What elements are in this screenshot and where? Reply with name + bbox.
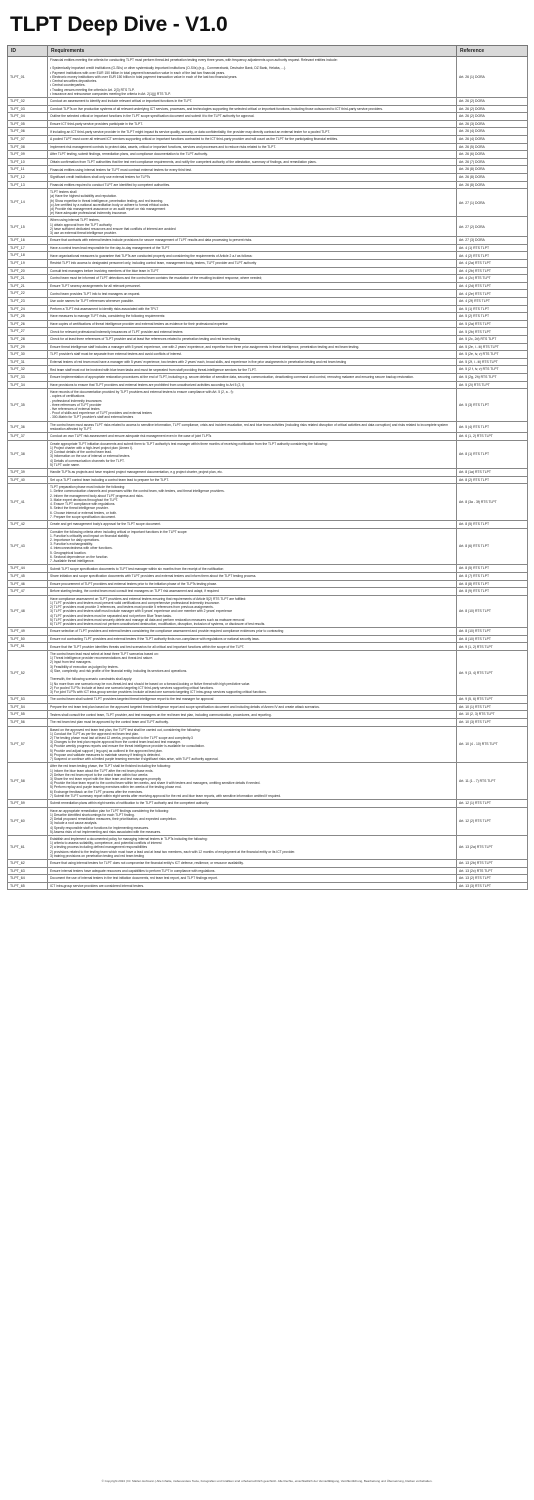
table-row [8,113,528,121]
row-requirement: Outline the selected critical or important functions in the TLPT scope specification document and submit it to the TLPT authority for approval. [48,113,457,121]
row-requirement: Ensure that contracts with external testers include provisions for secure management of TLPT results and data processing to prevent risks. [48,237,457,245]
row-reference: Art. 4 (2f) RTS TLPT [457,298,528,306]
table-row [8,252,528,260]
row-reference: Art. 8 (7) RTS TLPT [457,572,528,580]
row-requirement: The control team must assess TLPT risks related to access to sensitive information, TLPT compliance, crisis and incident escalation, red and blue team activities (including risks related disruption of critical activities and data corruption) and risks related to incomplete system restoration affected by TLPT. [48,421,457,432]
row-reference: Art. 26 (8) DORA [457,166,528,174]
row-id: TLPT_31 [8,358,48,366]
table-row [8,373,528,381]
row-id: TLPT_46 [8,580,48,588]
table-row [8,135,528,143]
table-row [8,260,528,268]
row-reference: Art. 9 (1, 2) RTS TLPT [457,643,528,651]
row-reference: Art. 5 (2 f, iv, v) RTS TLPT [457,366,528,374]
row-id: TLPT_35 [8,389,48,422]
table-row [8,651,528,696]
row-reference: Art. 5 (2e, i - iii) RTS TLPT [457,343,528,351]
row-requirement: TLPT testers shall (a) Have the highest suitability and reputation. (b) Show expertise in threat intelligence, penetration testing, and red teaming. (c) Are certified by a national accreditation body or adhere to formal ethical codes. (d) Provide risk management assurance or an audit report on risk management (e) Have adequate professional indemnity insurance. [48,189,457,217]
row-reference: Art. 26 (4) DORA [457,128,528,136]
row-requirement: Have an appropriate remediation plan for TLPT findings considering the following: 1) Describe identified shortcomings for each TLPT finding. 2) Detail proposed remediation measures, their prioritization, and expected completion. 3) Include a root cause analysis. 4) Specify responsible staff or functions for implementing measures. 5) Assess risks of not implementing and risks associated with the measures. [48,807,457,835]
table-row [8,763,528,800]
row-requirement: Based on the approved red team test plan, the TLPT test shall be carried out, considering the following: 1) Conduct the TLPT as per the approved red team test plan. 2) The testing phase must last at least 12 weeks, proportional to the TLPT scope and complexity.3 3) Changes to the test plan require approval from the control team lead and test manager. 4) Provide weekly progress reports and ensure the threat intelligence provider is available for consultation. 5) Provide and adjust support ( leg-ups) as outlined in the approved test plan. 6) Propose and validate measures to maintain secrecy if testing is detected. 7) Suspend or continue with a limited purple teaming exercise if significant risks arise, with TLPT authority approval. [48,726,457,763]
row-reference: Art. 8 (1a) RTS TLPT [457,469,528,477]
row-requirement: Check for at least three references of TLPT provider and at least five references related to penetration testing and red team testing [48,336,457,344]
table-row [8,572,528,580]
row-requirement: Red team staff must not be involved with blue team tasks and must be seperated from staff providing threat-intelligence services for the TLPT. [48,366,457,374]
row-id: TLPT_39 [8,469,48,477]
row-requirement: When using internal TLPT testers, 1) obtain approval from the TLPT authority 2) have sufficient dedicated resources and ensure that conflicts of interest are avoided 3) use an external threat intelligence provider. [48,217,457,237]
column-header-reference: Reference [457,46,528,57]
row-reference: Art. 4 (1) RTS TLPT [457,244,528,252]
row-reference: Art. 11 (1 - 7) RTS TLPT [457,763,528,800]
row-reference: Art. 5 (4) RTS TLPT [457,421,528,432]
row-id: TLPT_47 [8,588,48,596]
row-reference: Art. 26 (7) DORA [457,158,528,166]
row-requirement: Ensure ICT third-party service providers participate in the TLPT. [48,120,457,128]
row-requirement: Submit remediation plans within eight weeks of notification to the TLPT authority and the competent authority [48,800,457,808]
row-reference: Art. 5 (2i) RTS TLPT [457,381,528,389]
table-row [8,440,528,468]
table-row [8,366,528,374]
row-requirement: Use code names for TLPT references whenever possible. [48,298,457,306]
requirements-table [7,45,528,890]
row-requirement: Ensure selection of TLPT providers and external testers considering the compliance assessment and provide required compliance evidences prior to contracting [48,628,457,636]
table-row [8,643,528,651]
row-reference: Art. 8 (10) RTS TLPT [457,635,528,643]
row-id: TLPT_56 [8,718,48,726]
row-id: TLPT_36 [8,421,48,432]
row-id: TLPT_45 [8,572,48,580]
row-id: TLPT_14 [8,189,48,217]
row-reference: Art. 27 (1) DORA [457,189,528,217]
row-id: TLPT_07 [8,135,48,143]
row-requirement: A pooled TLPT must cover all relevant ICT services supporting critical or important functions contracted to the ICT third-party provider and will count as the TLPT for the participating financial entities. [48,135,457,143]
table-row [8,151,528,159]
row-requirement: If including an ICT third-party service provider in the TLPT might impact its service quality, security, or data confidentiality, the provider may directly contract an external tester for a pooled TLPT. [48,128,457,136]
row-id: TLPT_53 [8,696,48,704]
row-requirement: TLPT provider's staff must be separate from external testers and avoid conflicts of interest. [48,351,457,359]
table-row [8,328,528,336]
row-reference: Art. 10 (2, 3) RTS TLPT [457,711,528,719]
row-requirement: Perform a TLPT risk assessment to identify risks associated with the TPLT [48,305,457,313]
row-id: TLPT_15 [8,217,48,237]
row-reference: Art. 5 (2e, iv, v) RTS TLPT [457,351,528,359]
table-row [8,290,528,298]
row-id: TLPT_30 [8,351,48,359]
row-reference: Art. 5 (3) RTS TLPT [457,389,528,422]
row-requirement: Ensure threat intelligence staff includes a manager with 5 years' experience, one with 2 years' experience, and expertise from three prior assignments in threat intelligence, penetration testing and red team testing. [48,343,457,351]
table-row [8,320,528,328]
row-reference: Art. 8 (10) RTS TLPT [457,628,528,636]
row-requirement: The control team shall submit TLPT providers targeted threat intelligence report to the test manager for approval [48,696,457,704]
row-reference: Art. 26 (2) DORA [457,113,528,121]
table-row [8,800,528,808]
row-id: TLPT_55 [8,711,48,719]
row-reference: Art. 12 (1) RTS TLPT [457,800,528,808]
table-row [8,718,528,726]
table-row [8,565,528,573]
row-requirement: Ensure TLPT secrecy arrangements for all relevant personnel. [48,282,457,290]
row-id: TLPT_03 [8,105,48,113]
row-reference: Art. 26 (4) DORA [457,135,528,143]
row-id: TLPT_25 [8,313,48,321]
table-row [8,275,528,283]
row-id: TLPT_54 [8,703,48,711]
row-reference: Art. 13 (2b) RTS TLPT [457,860,528,868]
row-id: TLPT_63 [8,867,48,875]
row-id: TLPT_01 [8,57,48,98]
copyright-footer: © Copyright 2024 | Dr. Marlen Hofmann | Alle Inhalte, insbesondere Texte, Fotografien und Grafiken sind urheberrechtlich geschützt. Alle Rechte, einschließlich der Vervielfältigung, Veröffentlichung, Bearbeitung und Übersetzung, bleiben vorbehalten. [101,1479,433,1483]
row-id: TLPT_27 [8,328,48,336]
table-row [8,835,528,859]
row-reference: Art. 10 (1) RTS TLPT [457,703,528,711]
table-row [8,282,528,290]
table-row [8,867,528,875]
row-id: TLPT_49 [8,628,48,636]
row-reference: Art. 8 (2) RTS TLPT [457,476,528,484]
row-requirement: Have records of the documentation provided by TLPT providers and external testers to ensure compliance with Art. 5 (2, a - f): - copies of certifications - professional indemnity insurances - three references of TLPT provider - five references of external testes - Proof of skills and experience of TLPT providers and external testers - 300-Matrix for TLPT provider's staff and external testers [48,389,457,422]
row-reference: Art. 4 (2b) RTS TLPT [457,267,528,275]
row-requirement: Financial entities using internal testers for TLPT must contract external testers for every third test. [48,166,457,174]
row-reference: Art. 27 (3) DORA [457,237,528,245]
table-row [8,166,528,174]
row-reference: Art. 8 (1) RTS TLPT [457,440,528,468]
table-row [8,389,528,422]
row-id: TLPT_18 [8,252,48,260]
table-header-row [8,46,528,57]
row-requirement: Check for relevant professional indemnity insurances of TLPT provider and external testers [48,328,457,336]
table-row [8,469,528,477]
row-requirement: Obtain confirmation from TLPT authorities that the test met compliance requirements, and notify the competent authority of the attestation, summary of findings, and remediation plans. [48,158,457,166]
row-id: TLPT_04 [8,113,48,121]
row-id: TLPT_26 [8,320,48,328]
table-row [8,588,528,596]
row-id: TLPT_21 [8,282,48,290]
row-id: TLPT_59 [8,800,48,808]
row-id: TLPT_12 [8,173,48,181]
row-requirement: Testers shall consult the control team, TLPT provider, and test managers on the red team test plan, including communication, procedures, and reporting. [48,711,457,719]
row-requirement: Have measures to manage TLPT risks, considering the following requirements: [48,313,457,321]
table-row [8,128,528,136]
row-id: TLPT_02 [8,97,48,105]
row-requirement: Conduct an own TLPT risk assessment and ensure adequate risk management even in the case of joint TLPTs [48,433,457,441]
row-requirement: Ensure that the TLPT provider identifies threats and test scenarios for all critical and important functions within the scope of the TLPT. [48,643,457,651]
row-requirement: Have a control team lead responsible for the day-to-day management of the TLPT [48,244,457,252]
row-reference: Art. 26 (2) DORA [457,105,528,113]
table-row [8,120,528,128]
row-reference: Art. 12 (2) RTS TLPT [457,807,528,835]
row-requirement: Financial entities required to conduct TLPT are identified by competent authorities. [48,181,457,189]
table-row [8,336,528,344]
table-row [8,433,528,441]
row-requirement: The control team lead must select at least three TLPT scenarios based on: 1) Threat intelligence provider recommendations and threat-led nature. 2) Input from test managers. 3) Feasibility of execution as judged by testers. 4) Size, complexity, and risk profile of the financial entity, including its services and operations. Therewith, the following scenario constraints shall apply: 1) No more than one scenario may be non-threat-led and should be based on a forward-looking or fictive threat with high predictive value. 2) For pooled TLPTs: Include at least one scenario targeting ICT third-party services supporting critical functions. 3) For joint TLPTs with ICT intra-group service providers: Include at least one scenario targeting ICT intra-group services supporting critical functions. [48,651,457,696]
row-reference: Art. 8 (3a - 3f) RTS TLPT [457,484,528,521]
row-reference: Art. 10 (4 - 10) RTS TLPT [457,726,528,763]
row-reference: Art. 8 (8) RTS TLPT [457,580,528,588]
row-requirement: Implement risk management controls to protect data, assets, critical or important functions, services and processes and to reduce risks related to the TLPT. [48,143,457,151]
table-row [8,189,528,217]
row-requirement: Create and get management body's approval for the TLPT scope document. [48,520,457,528]
table-row [8,726,528,763]
row-id: TLPT_19 [8,260,48,268]
row-reference: Art. 8 (9) RTS TLPT [457,588,528,596]
row-requirement: Control team must be informed of TLPT detections and the control team contains the escalation of the resulting incident response, where needed; [48,275,457,283]
row-requirement: ICT intra-group service providers are considered internal testers. [48,882,457,890]
row-reference: Art. 26 (5) DORA [457,143,528,151]
row-reference: Art. 8 (6) RTS TLPT [457,528,528,565]
row-requirement: Have copies of certifications of threat intelligence provider and external testers as evidence for their professional expertise [48,320,457,328]
row-requirement: TLPT preparation phase must include the following: 1. Define communication channels and processes within the control team, with testers, and threat intelligence providers. 2. Inform the management body about TLPT progress and risks. 3. Make expert decisions throughout the TLPT. 4. Ensure TLPT compliance with regulations. 5. Select the threat intelligence provider. 6. Choose internal or external testers, or both. 7. Prepare the scope specification document. [48,484,457,521]
table-row [8,143,528,151]
table-row [8,97,528,105]
row-requirement: Establish and implement a documented policy for managing internal testers in TLPTs including the following: 1) criteria to assess suitability, competence, and potential conflicts of interest 2) a testing process including defined management responsibilities 2) provisions related to the testing team which must have a lead and at least two members, each with 12 months of employment at the financial entity or its ICT provider. 3) training provisions on penetration testing and red team testing [48,835,457,859]
table-body [8,57,528,890]
row-id: TLPT_29 [8,343,48,351]
row-requirement: Document the use of internal testers in the test initiation documents, red team test report, and TLPT findings report. [48,875,457,883]
row-reference: Art. 10 (3) RTS TLPT [457,718,528,726]
table-row [8,267,528,275]
table-row [8,580,528,588]
row-reference: Art. 4 (2c) RTS TLPT [457,275,528,283]
row-id: TLPT_32 [8,366,48,374]
row-reference: Art. 4 (2e) RTS TLPT [457,290,528,298]
row-reference: Art. 13 (3) RTS TLPT [457,882,528,890]
row-requirement: Ensure procurement of TLPT providers and external testers prior to the initiation phase of the TLPTs testing phase. [48,580,457,588]
table-row [8,711,528,719]
row-id: TLPT_06 [8,128,48,136]
row-id: TLPT_57 [8,726,48,763]
row-id: TLPT_50 [8,635,48,643]
row-id: TLPT_08 [8,143,48,151]
row-requirement: Significant credit institutions shall only use external testers for TLPTs [48,173,457,181]
table-row [8,696,528,704]
column-header-id: ID [8,46,48,57]
row-reference: Art. 26 (8) DORA [457,173,528,181]
table-row [8,298,528,306]
table-row [8,703,528,711]
row-requirement: Ensure not contracting TLPT providers and external testers if the TLPT authority finds non-compliance with regulations or national security laws. [48,635,457,643]
row-reference: Art. 4 (2d) RTS TLPT [457,282,528,290]
row-requirement: Conduct TLPTs on live production systems of all relevant underlying ICT services, processes, and technologies supporting the selected critical or important functions, including those outsourced to ICT third-party service providers. [48,105,457,113]
row-requirement: Ensure internal testers have adequate resources and capabilities to perform TLPT in compliance with regulations. [48,867,457,875]
row-reference: Art. 26 (3) DORA [457,120,528,128]
row-id: TLPT_11 [8,166,48,174]
row-reference: Art. 26 (6) DORA [457,151,528,159]
row-reference: Art. 5 (2g, 2h) RTS TLPT [457,373,528,381]
row-requirement: Have provisions to ensure that TLPT providers and external testers are prohibited from unauthorized activities according to Art 5 (2, i) [48,381,457,389]
column-header-requirements: Requirements [48,46,457,57]
table-row [8,484,528,521]
row-requirement: After the red team testing phase, the TLPT shall be finished including the following: 1) Inform the blue team about the TLPT after the red team phase ends. 2) Deliver the red team report to the control team within four weeks 3) Share the red team report with the blue team and test managers promptly 4) Provide the blue team report to the control team within ten weeks, and share it with testers and managers, omitting sensitive details if needed. 5) Perform replay and purple teaming exercises within ten weeks of the testing phase end. 6) Exchange feedback on the TLPT process after the exercises. 7) Submit the TLPT summary report within eight weeks after receiving approval for the red and blue team reports, with sensitive information omitted if required. [48,763,457,800]
table-row [8,860,528,868]
row-requirement: Ensure that using internal testers for TLPT does not compromise the financial entity's ICT defense, resilience, or resource availability. [48,860,457,868]
row-id: TLPT_24 [8,305,48,313]
row-id: TLPT_41 [8,484,48,521]
row-reference: Art. 26 (8) DORA [457,181,528,189]
table-row [8,57,528,98]
row-requirement: Share initiation and scope specification documents with TLPT providers and external testers and inform them about the TLPT testing process. [48,572,457,580]
row-requirement: Create appropriate TLPT initiation documents and submit them to TLPT authority's test manager within three months of receiving notification from the TLPT authority considering the following: 1) Project charter with a high-level project plan (Annex I). 2) Contact details of the control team lead. 3) Information on the use of internal or external testers. 4) Details of communication channels for the TLPT. 5) TLPT code name. [48,440,457,468]
row-requirement: Restrict TLPT info access to designated personnel only, including control team, management body, testers, TLPT provider and TLPT authority [48,260,457,268]
row-id: TLPT_44 [8,565,48,573]
row-id: TLPT_23 [8,298,48,306]
table-row [8,217,528,237]
row-id: TLPT_34 [8,381,48,389]
table-row [8,343,528,351]
row-reference: Art. 26 (2) DORA [457,97,528,105]
row-requirement: Submit TLPT scope specification documents to TLPT test manager within six months from the receipt of the notification [48,565,457,573]
row-id: TLPT_17 [8,244,48,252]
table-row [8,105,528,113]
table-row [8,807,528,835]
row-id: TLPT_43 [8,528,48,565]
table-row [8,358,528,366]
table-row [8,882,528,890]
row-reference: Art. 13 (2a) RTS TLPT [457,835,528,859]
row-id: TLPT_28 [8,336,48,344]
table-row [8,421,528,432]
row-requirement: Prepare the red team test plan based on the approved targeted threat intelligence report and scope specification document and including details of Annex IV and create attack scenarios. [48,703,457,711]
row-reference: Art. 8 (5) RTS TLPT [457,520,528,528]
row-id: TLPT_21 [8,275,48,283]
row-requirement: Financial entities meeting the criteria for conducting TLPT must perform threat-led penetration testing every three years, with frequency adjustments upon authority request. Relevant entities include: • Systemically important credit institutions (G-SIIs) or other systemically important institutions (O-SIIs) (e.g., Commerzbank, Deutsche Bank, DZ Bank, Helaba, ...). • Payment institutions with over EUR 150 billion in total payment transaction value in each of the last two financial years. • Electronic money institutions with over EUR 150 billion in total payment transaction value in each of the last two financial years. • Central securities depositories. • Central counterparties. • Trading venues meeting the criteria in Art. 2(3) RTS TLP. • Insurance and reinsurance companies meeting the criteria in Art. 2(1)(j) RTS TLP. [48,57,457,98]
table-row [8,181,528,189]
table-row [8,305,528,313]
row-reference: Art. 5 (2) RTS TLPT [457,313,528,321]
row-requirement: Set up a TLPT control team including a control team lead to prepare for the TLPT. [48,476,457,484]
row-id: TLPT_51 [8,643,48,651]
table-row [8,244,528,252]
row-reference: Art. 4 (2a) RTS TLPT [457,260,528,268]
row-requirement: Conduct an assessment to identify and include relevant critical or important functions in the TLPT. [48,97,457,105]
row-id: TLPT_65 [8,882,48,890]
row-reference: Art. 8 (5) RTS TLPT [457,565,528,573]
table-row [8,520,528,528]
row-requirement: Ensure implementation of appropriate restoration procedures at the end of TLPT, including e.g. secure deletion of sensitive data, securing communication, deactivating command and control, removing malware and ensuring secure backup restoration. [48,373,457,381]
row-id: TLPT_10 [8,158,48,166]
table-row [8,628,528,636]
row-reference: Art. 5 (1) RTS TLPT [457,305,528,313]
row-id: TLPT_37 [8,433,48,441]
row-id: TLPT_58 [8,763,48,800]
row-reference: Art. 13 (2) RTS TLPT [457,875,528,883]
row-id: TLPT_13 [8,181,48,189]
table-row [8,635,528,643]
row-id: TLPT_16 [8,237,48,245]
row-requirement: Consult test managers before involving members of the blue team in TLPT [48,267,457,275]
row-reference: Art. 5 (2a) RTS TLPT [457,320,528,328]
row-id: TLPT_22 [8,290,48,298]
row-requirement: After TLPT testing, submit findings, remediation plans, and compliance documentation to the TLPT authority. [48,151,457,159]
row-reference: Art. 13 (2c) RTS TLPT [457,867,528,875]
row-reference: Art. 9 (5, 6) RTS TLPT [457,696,528,704]
row-reference: Art. 5 (2c, 2d) RTS TLPT [457,336,528,344]
row-reference: Art. 9 (3, 4) RTS TLPT [457,651,528,696]
row-id: TLPT_20 [8,267,48,275]
row-requirement: Have compliance assessment on TLPT providers and external testers ensuring that requirements of Article 5(2) RTS TLPT are fulfilled: 1) TLPT providers and testers must present valid certifications and comprehensive professional indemnity insurance. 2) TLPT providers must provide 3 references, and testers must provide 5 references from previous assignments. 3) TLPT providers and testers staff must include manager with 5 years' experience and one member with 2 years' experience 4) TLPT providers and testers must be separated and not perform Blue Team tasks. 5) TLPT providers and testers must securely delete and manage all data and perform restoration measures such as malware removal 6) TLPT providers and testers must not perform unauthorized destruction, modification, disruption, inclusion of systems, or disclosure of test results. [48,595,457,628]
row-id: TLPT_64 [8,875,48,883]
table-row [8,875,528,883]
row-requirement: Control team provides TLPT info to test managers on request. [48,290,457,298]
row-id: TLPT_60 [8,807,48,835]
table-row [8,158,528,166]
table-row [8,476,528,484]
row-reference: Art. 4 (2) RTS TLPT [457,252,528,260]
row-id: TLPT_62 [8,860,48,868]
row-reference: Art. 26 (1) DORA [457,57,528,98]
row-requirement: Consider the following criteria when including critical or important functions in the TLPT scope: 1. Function's criticality and impact on financial stability. 2. Importance for daily operations. 3. Function's exchangeability. 4. Interconnectedness with other functions. 5. Geographical location. 6. Sectoral dependence on the function. 7. Available threat intelligence. [48,528,457,565]
row-id: TLPT_33 [8,373,48,381]
row-requirement: Have organizational measures to guarantee that TLPTs are conducted properly and considering the requirements of Article 2 a-f as follows: [48,252,457,260]
row-requirement: Before starting testing, the control team must consult test managers on TLPT risk assessment and adapt, if required [48,588,457,596]
row-requirement: The red team test plan must be approved by the control team and TLPT authority. [48,718,457,726]
row-requirement: Handle TLPTs as projects and have required project management documentation, e.g project charter, project plan, etc. [48,469,457,477]
row-id: TLPT_42 [8,520,48,528]
row-reference: Art. 5 (2f, i - iii) RTS TLPT [457,358,528,366]
table-row [8,237,528,245]
row-reference: Art. 8 (10) RTS TLPT [457,595,528,628]
table-row [8,173,528,181]
row-requirement: External testers of red team must have a manager with 5 years' experience, two testers with 2 years' each, broad skills, and experience in five prior assignments in penetration testing and red team testing [48,358,457,366]
row-id: TLPT_48 [8,595,48,628]
row-reference: Art. 5 (2b) RTS TLPT [457,328,528,336]
row-id: TLPT_40 [8,476,48,484]
row-reference: Art. 6 (1, 2) RTS TLPT [457,433,528,441]
table-row [8,528,528,565]
row-id: TLPT_52 [8,651,48,696]
row-reference: Art. 27 (2) DORA [457,217,528,237]
page-title: TLPT Deep Dive - V1.0 [10,13,228,36]
row-id: TLPT_09 [8,151,48,159]
table-row [8,351,528,359]
table-row [8,313,528,321]
table-row [8,381,528,389]
row-id: TLPT_61 [8,835,48,859]
row-id: TLPT_05 [8,120,48,128]
row-id: TLPT_38 [8,440,48,468]
table-row [8,595,528,628]
